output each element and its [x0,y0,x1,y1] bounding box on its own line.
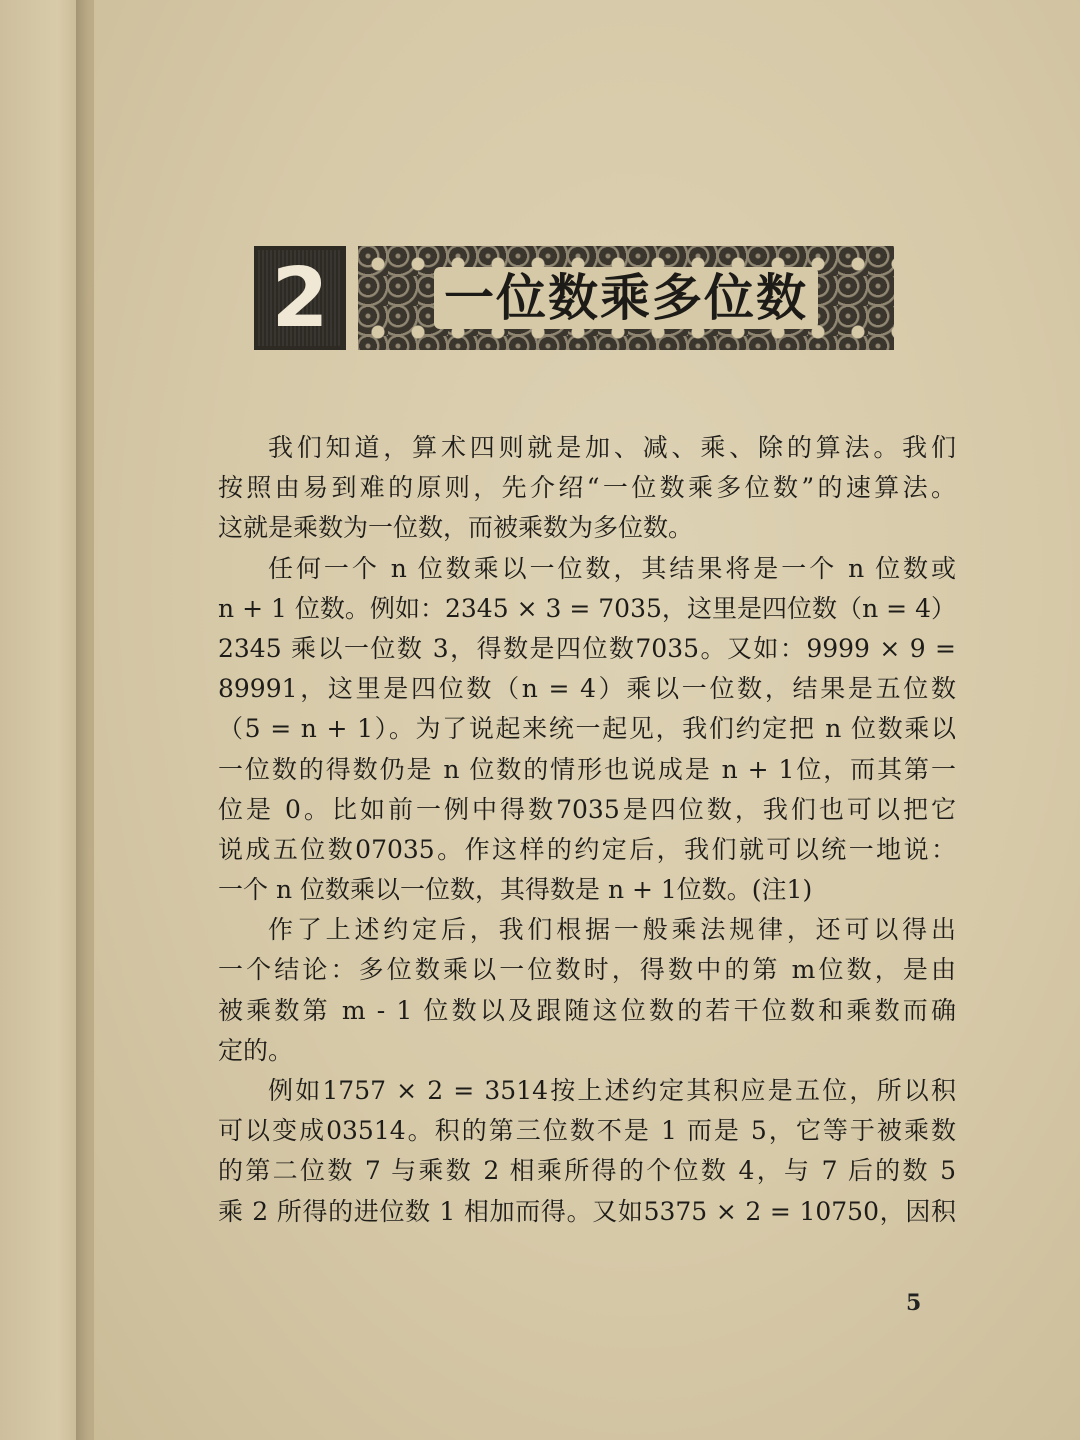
paragraph-line: 2345 乘以一位数 3，得数是四位数7035。又如：9999 × 9 = [218,633,956,663]
paragraph-line: 可以变成03514。积的第三位数不是 1 而是 5，它等于被乘数 [218,1116,956,1146]
chapter-title: 一位数乘多位数 [434,267,818,329]
paragraph-line: （5 = n + 1）。为了说起来统一起见，我们约定把 n 位数乘以 [218,714,956,744]
paragraph-line: 任何一个 n 位数乘以一位数，其结果将是一个 n 位数或 [268,553,956,583]
paragraph-line: 一位数的得数仍是 n 位数的情形也说成是 n + 1位，而其第一 [218,754,956,784]
chapter-heading [254,246,894,350]
paragraph-line: 位是 0。比如前一例中得数7035是四位数，我们也可以把它 [218,794,956,824]
paragraph-line: 定的。 [218,1035,294,1065]
paragraph-line: 一个 n 位数乘以一位数，其得数是 n + 1位数。(注1) [218,875,813,905]
chapter-number: 2 [254,246,346,350]
paragraph-line: 作了上述约定后，我们根据一般乘法规律，还可以得出 [268,915,956,945]
paragraph-line: 被乘数第 m - 1 位数以及跟随这位数的若干位数和乘数而确 [218,995,956,1025]
paragraph-line: 我们知道，算术四则就是加、减、乘、除的算法。我们 [268,433,956,462]
paragraph-line: 89991，这里是四位数（n = 4）乘以一位数，结果是五位数 [218,674,956,704]
chapter-title-ornament [358,246,894,350]
paragraph-line: 乘 2 所得的进位数 1 相加而得。又如5375 × 2 = 10750，因积 [218,1196,956,1226]
paragraph-line: 例如1757 × 2 = 3514按上述约定其积应是五位，所以积 [268,1076,956,1105]
paragraph-line: 一个结论：多位数乘以一位数时，得数中的第 m位数，是由 [218,955,956,985]
paragraph-line: 的第二位数 7 与乘数 2 相乘所得的个位数 4，与 7 后的数 5 [218,1156,956,1186]
paragraph-line: 说成五位数07035。作这样的约定后，我们就可以统一地说： [218,834,956,864]
paragraph-line: n + 1 位数。例如：2345 × 3 = 7035，这里是四位数（n = 4） [218,593,956,623]
body-text [218,428,956,1232]
page-number: 5 [906,1290,922,1316]
paragraph-line: 这就是乘数为一位数，而被乘数为多位数。 [218,513,694,543]
paragraph-line: 按照由易到难的原则，先介绍“一位数乘多位数”的速算法。 [218,473,956,503]
